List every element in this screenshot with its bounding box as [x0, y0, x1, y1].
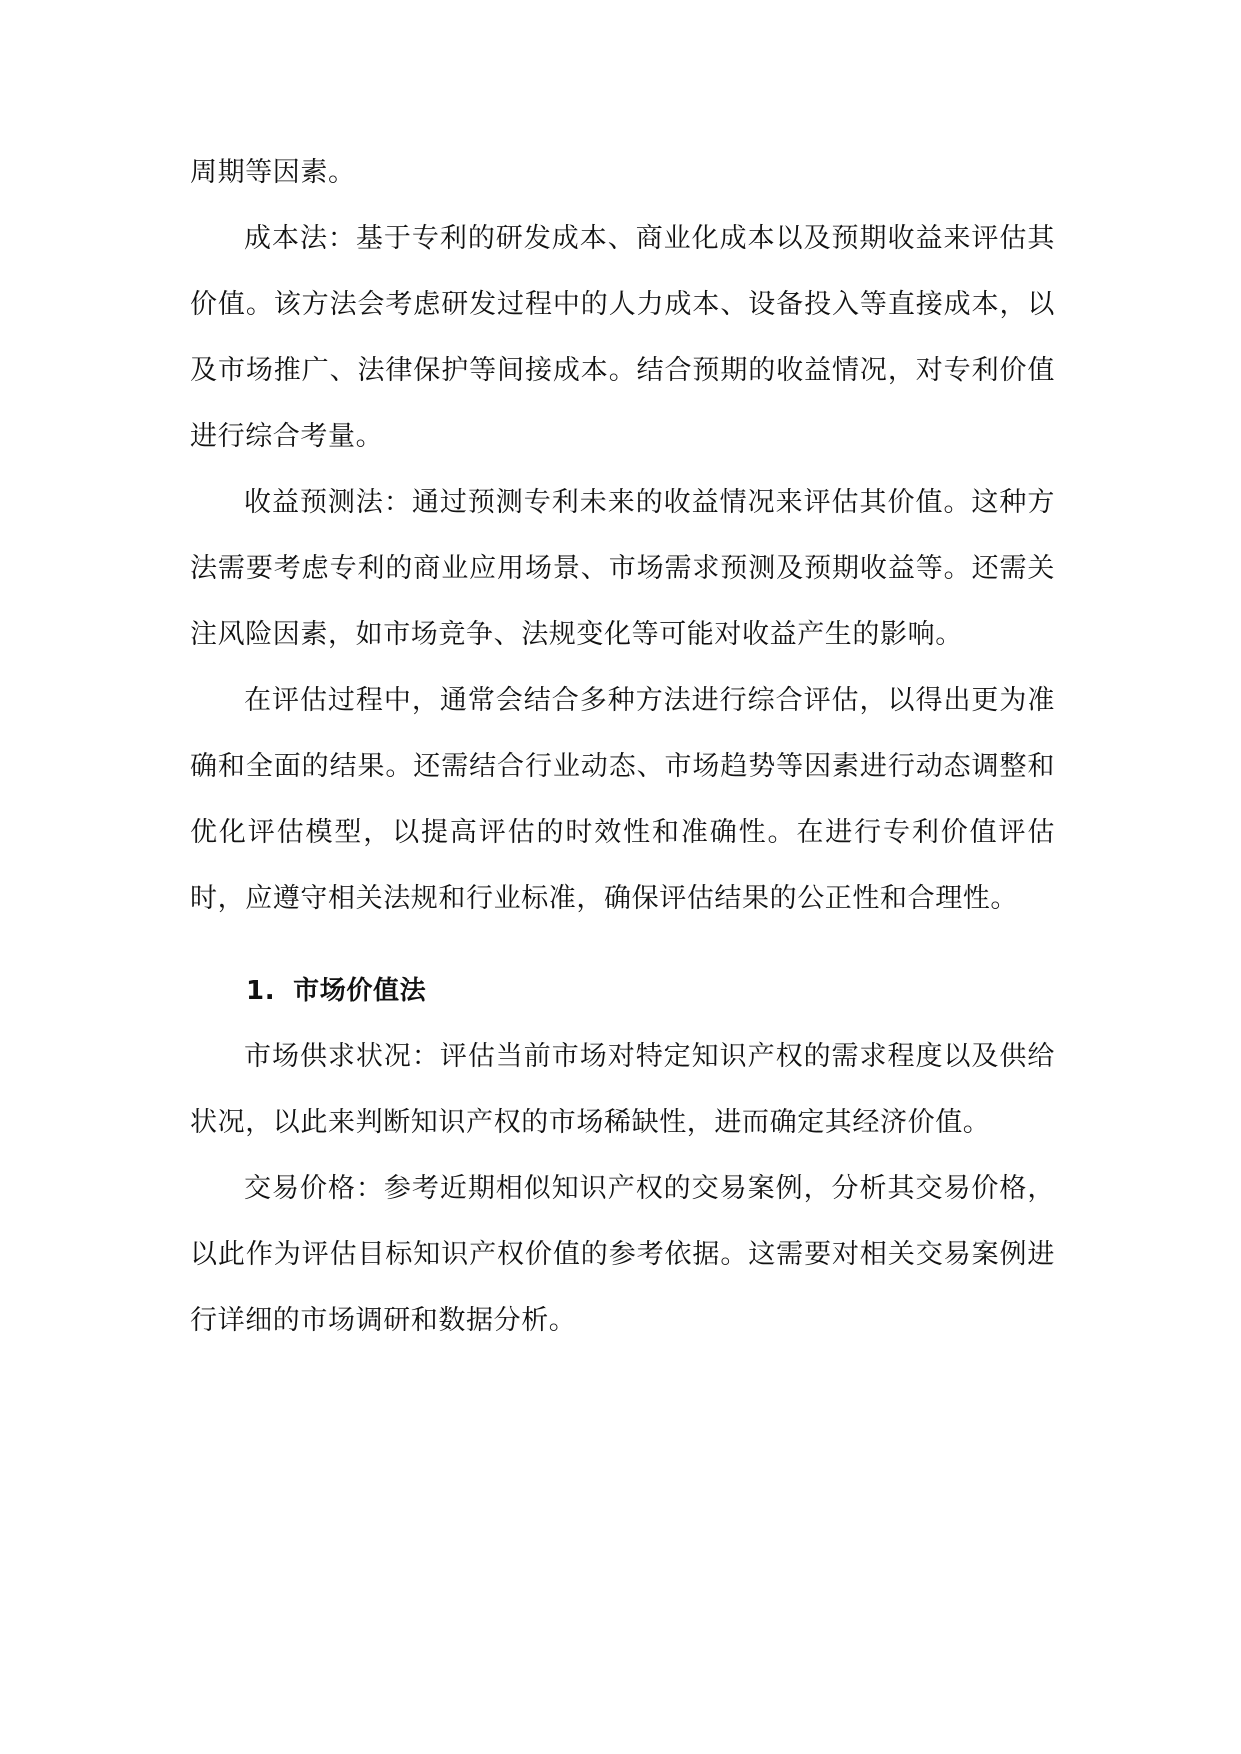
paragraph-continuation: 周期等因素。 [190, 157, 356, 188]
document-page [190, 140, 1055, 1354]
section-title: 市场价值法 [293, 976, 427, 1006]
section-heading [190, 958, 1055, 1024]
paragraph-cost-method: 成本法：基于专利的研发成本、商业化成本以及预期收益来评估其价值。该方法会考虑研发过程中的人力成本、设备投入等直接成本，以及市场推广、法律保护等间接成本。结合预期的收益情况，对专利价值进行综合考量。 [190, 223, 1055, 452]
paragraph-income-forecast-method: 收益预测法：通过预测专利未来的收益情况来评估其价值。这种方法需要考虑专利的商业应用场景、市场需求预测及预期收益等。还需关注风险因素，如市场竞争、法规变化等可能对收益产生的影响。 [190, 487, 1055, 650]
paragraph-transaction-price: 交易价格：参考近期相似知识产权的交易案例，分析其交易价格，以此作为评估目标知识产权价值的参考依据。这需要对相关交易案例进行详细的市场调研和数据分析。 [190, 1173, 1055, 1336]
paragraph-supply-demand: 市场供求状况：评估当前市场对特定知识产权的需求程度以及供给状况，以此来判断知识产权的市场稀缺性，进而确定其经济价值。 [190, 1041, 1055, 1138]
section-number: 1. [246, 976, 276, 1006]
paragraph-evaluation-process: 在评估过程中，通常会结合多种方法进行综合评估，以得出更为准确和全面的结果。还需结合行业动态、市场趋势等因素进行动态调整和优化评估模型，以提高评估的时效性和准确性。在进行专利价值评估时，应遵守相关法规和行业标准，确保评估结果的公正性和合理性。 [190, 685, 1055, 914]
